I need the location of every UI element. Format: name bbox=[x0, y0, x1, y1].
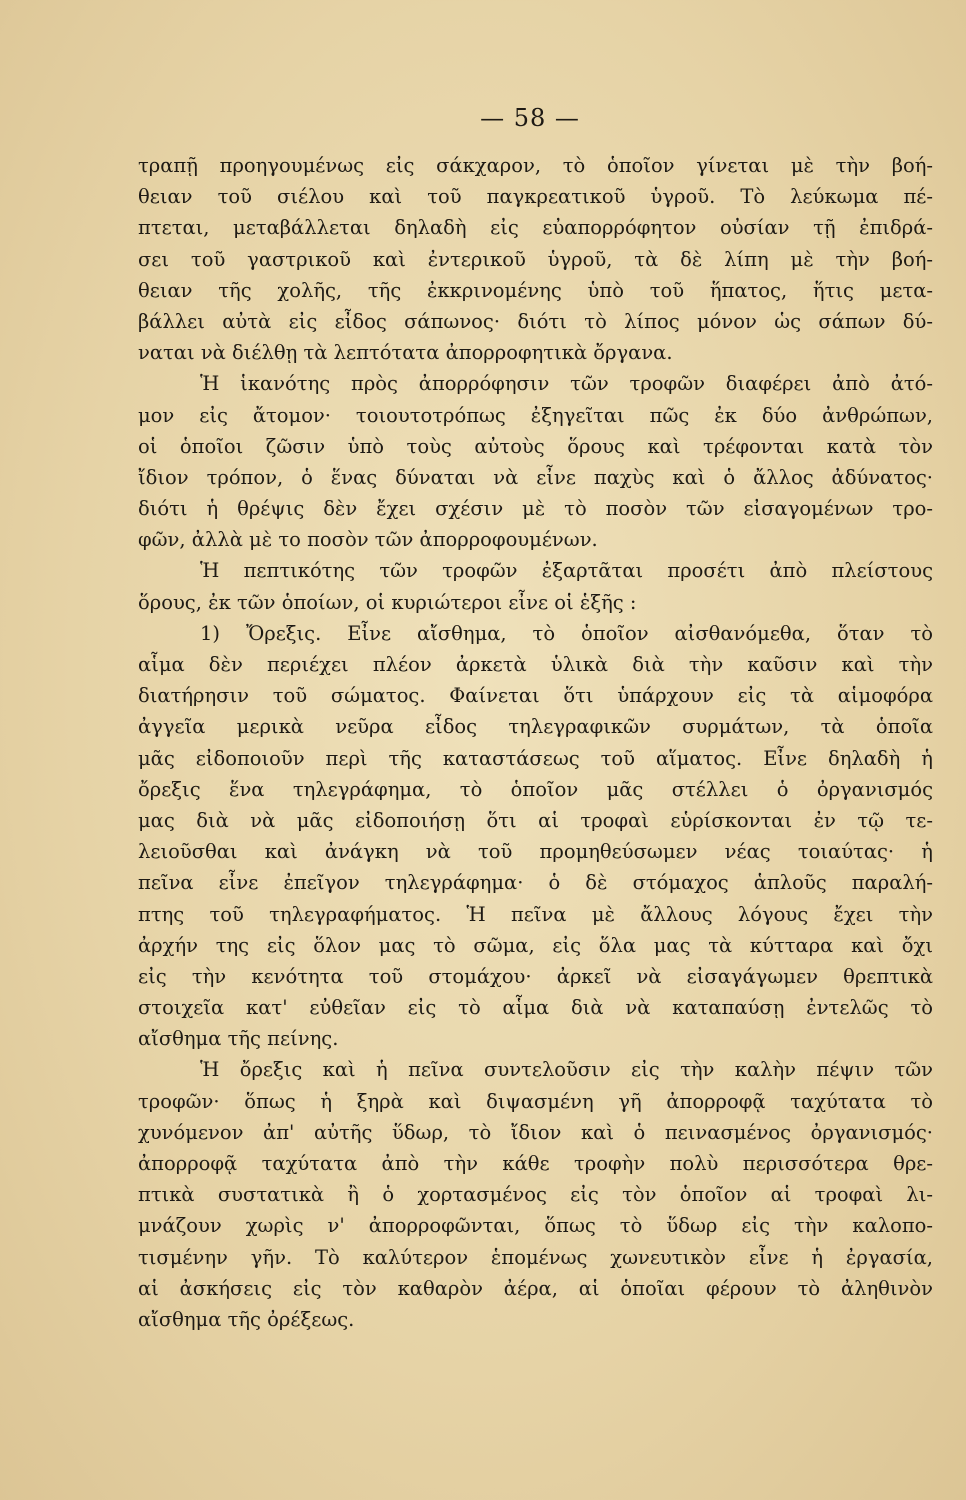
text-line: θειαν τοῦ σιέλου καὶ τοῦ παγκρεατικοῦ ὑγροῦ. Τὸ λεύκωμα πέ- bbox=[138, 185, 933, 209]
text-line: ἀρχήν της εἰς ὅλον μας τὸ σῶμα, εἰς ὅλα μας τὰ κύτταρα καὶ ὄχι bbox=[138, 933, 933, 957]
text-line: ἀγγεῖα μερικὰ νεῦρα εἶδος τηλεγραφικῶν συρμάτων, τὰ ὁποῖα bbox=[138, 715, 933, 739]
text-line: θειαν τῆς χολῆς, τῆς ἐκκρινομένης ὑπὸ τοῦ ἥπατος, ἥτις μετα- bbox=[138, 278, 933, 302]
text-line: διατήρησιν τοῦ σώματος. Φαίνεται ὅτι ὑπάρχουν εἰς τὰ αἱμοφόρα bbox=[138, 684, 933, 708]
text-line: διότι ἡ θρέψις δὲν ἔχει σχέσιν μὲ τὸ ποσὸν τῶν εἰσαγομένων τρο- bbox=[138, 497, 933, 521]
text-line: λειοῦσθαι καὶ ἀνάγκη νὰ τοῦ προμηθεύσωμεν νέας τοιαύτας· ἡ bbox=[138, 840, 933, 864]
text-line: ὄρεξις ἕνα τηλεγράφημα, τὸ ὁποῖον μᾶς στέλλει ὁ ὀργανισμός bbox=[138, 777, 933, 801]
text-line: στοιχεῖα κατ' εὐθεῖαν εἰς τὸ αἷμα διὰ νὰ καταπαύσῃ ἐντελῶς τὸ bbox=[138, 996, 933, 1020]
text-line: φῶν, ἀλλὰ μὲ το ποσὸν τῶν ἀπορροφουμένων. bbox=[138, 528, 598, 552]
text-line: τραπῇ προηγουμένως εἰς σάκχαρον, τὸ ὁποῖον γίνεται μὲ τὴν βοή- bbox=[138, 154, 933, 177]
text-line: Ἡ πεπτικότης τῶν τροφῶν ἐξαρτᾶται προσέτι ἀπὸ πλείστους bbox=[200, 559, 933, 583]
text-line: Ἡ ἱκανότης πρὸς ἀπορρόφησιν τῶν τροφῶν διαφέρει ἀπὸ ἀτό- bbox=[200, 372, 933, 396]
text-line: χυνόμενον ἀπ' αὐτῆς ὕδωρ, τὸ ἴδιον καὶ ὁ πεινασμένος ὀργανισμός· bbox=[138, 1120, 933, 1144]
text-line: ὅρους, ἐκ τῶν ὁποίων, οἱ κυριώτεροι εἶνε οἱ ἑξῆς : bbox=[138, 590, 637, 614]
text-line: εἰς τὴν κενότητα τοῦ στομάχου· ἀρκεῖ νὰ εἰσαγάγωμεν θρεπτικὰ bbox=[138, 964, 933, 988]
text-line: μον εἰς ἄτομον· τοιουτοτρόπως ἐξηγεῖται πῶς ἐκ δύο ἀνθρώπων, bbox=[138, 403, 933, 427]
text-line: 1) Ὄρεξις. Εἶνε αἴσθημα, τὸ ὁποῖον αἰσθανόμεθα, ὅταν τὸ bbox=[200, 621, 933, 645]
text-line: ἴδιον τρόπον, ὁ ἕνας δύναται νὰ εἶνε παχὺς καὶ ὁ ἄλλος ἀδύνατος· bbox=[138, 465, 933, 489]
text-line: μᾶς εἰδοποιοῦν περὶ τῆς καταστάσεως τοῦ αἵματος. Εἶνε δηλαδὴ ἡ bbox=[138, 746, 933, 770]
text-line: τισμένην γῆν. Τὸ καλύτερον ἑπομένως χωνευτικὸν εἶνε ἡ ἐργασία, bbox=[138, 1245, 933, 1269]
text-line: πτεται, μεταβάλλεται δηλαδὴ εἰς εὐαπορρόφητον οὐσίαν τῇ ἐπιδρά- bbox=[138, 216, 933, 240]
text-line: οἱ ὁποῖοι ζῶσιν ὑπὸ τοὺς αὐτοὺς ὅρους καὶ τρέφονται κατὰ τὸν bbox=[138, 434, 933, 458]
body-text bbox=[138, 150, 933, 1335]
text-line: αἴσθημα τῆς πείνης. bbox=[138, 1027, 339, 1051]
page-number: — 58 — bbox=[480, 104, 580, 132]
text-line: αἱ ἀσκήσεις εἰς τὸν καθαρὸν ἀέρα, αἱ ὁποῖαι φέρουν τὸ ἀληθινὸν bbox=[138, 1276, 933, 1300]
text-line: ναται νὰ διέλθῃ τὰ λεπτότατα ἀπορροφητικὰ ὄργανα. bbox=[138, 341, 673, 365]
text-line: αἴσθημα τῆς ὀρέξεως. bbox=[138, 1307, 355, 1331]
text-line: πτης τοῦ τηλεγραφήματος. Ἡ πεῖνα μὲ ἄλλους λόγους ἔχει τὴν bbox=[138, 902, 933, 926]
text-line: αἷμα δὲν περιέχει πλέον ἀρκετὰ ὑλικὰ διὰ τὴν καῦσιν καὶ τὴν bbox=[138, 653, 933, 676]
text-line: ἀπορροφᾷ ταχύτατα ἀπὸ τὴν κάθε τροφὴν πολὺ περισσότερα θρε- bbox=[138, 1152, 933, 1175]
text-line: πεῖνα εἶνε ἐπεῖγον τηλεγράφημα· ὁ δὲ στόμαχος ἁπλοῦς παραλή- bbox=[138, 871, 933, 895]
text-line: μας διὰ νὰ μᾶς εἰδοποιήσῃ ὅτι αἱ τροφαὶ εὑρίσκονται ἐν τῷ τε- bbox=[138, 808, 933, 832]
text-line: βάλλει αὐτὰ εἰς εἶδος σάπωνος· διότι τὸ λίπος μόνον ὡς σάπων δύ- bbox=[138, 309, 933, 333]
text-line: μνάζουν χωρὶς ν' ἀπορροφῶνται, ὅπως τὸ ὕδωρ εἰς τὴν καλοπο- bbox=[138, 1214, 933, 1238]
text-line: τροφῶν· ὅπως ἡ ξηρὰ καὶ διψασμένη γῆ ἀπορροφᾷ ταχύτατα τὸ bbox=[138, 1089, 933, 1113]
text-line: πτικὰ συστατικὰ ἢ ὁ χορτασμένος εἰς τὸν ὁποῖον αἱ τροφαὶ λι- bbox=[138, 1183, 933, 1207]
text-line: σει τοῦ γαστρικοῦ καὶ ἐντερικοῦ ὑγροῦ, τὰ δὲ λίπη μὲ τὴν βοή- bbox=[138, 247, 933, 271]
text-line: Ἡ ὄρεξις καὶ ἡ πεῖνα συντελοῦσιν εἰς τὴν καλὴν πέψιν τῶν bbox=[200, 1058, 933, 1082]
